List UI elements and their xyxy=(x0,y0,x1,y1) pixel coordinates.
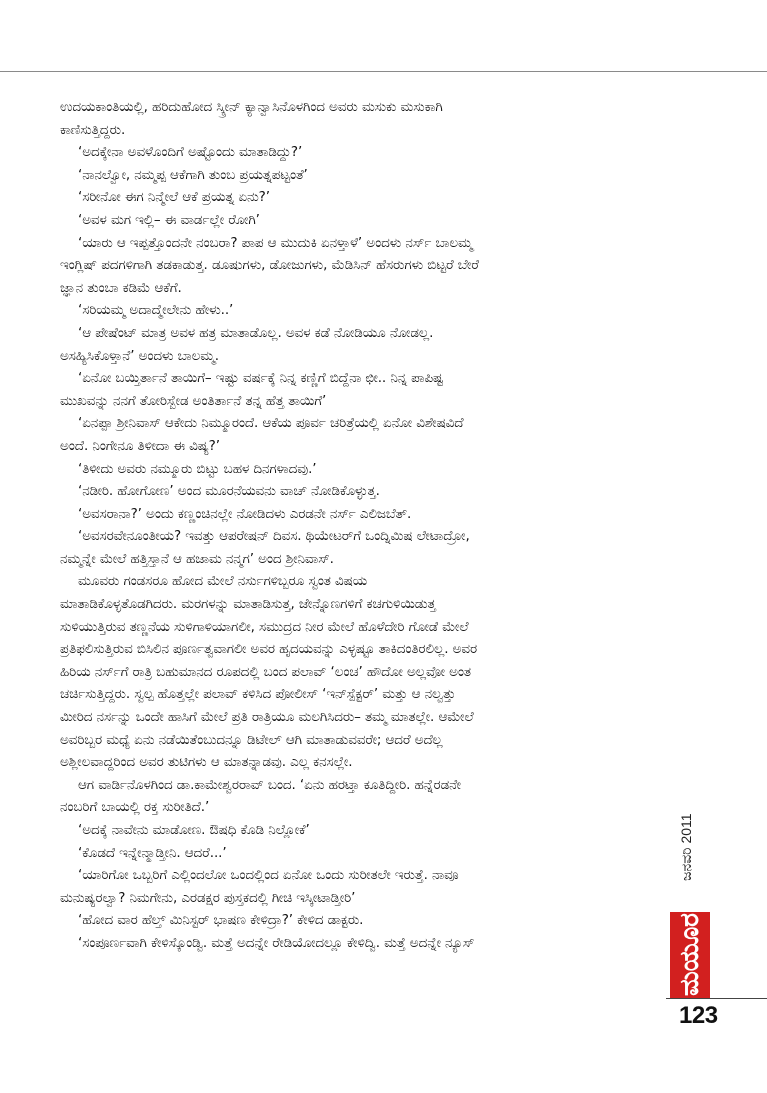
text-line: ‘ಅದಕ್ಕೆ ನಾವೇನು ಮಾಡೋಣ. ಔಷಧಿ ಕೊಡಿ ನಿಲ್ಲೋಕೆ’ xyxy=(78,822,310,838)
text-line: ಆಗ ವಾರ್ಡಿನೊಳಗಿಂದ ಡಾ.ಕಾಮೇಶ್ವರರಾವ್ ಬಂದ. ‘ಏನು ಹರಟ್ತಾ ಕೂತಿದ್ದೀರಿ. ಹನ್ನೆರಡನೇ xyxy=(78,776,461,793)
text-line: ‘ಸರೀನೋ ಈಗ ನಿನ್ಮೇಲೆ ಆಕೆ ಪ್ರಯತ್ನ ಏನು?’ xyxy=(78,189,270,206)
text-line: ಮೀರಿದ ನರ್ಸನ್ನು ಒಂದೇ ಹಾಸಿಗೆ ಮೇಲೆ ಪ್ರತಿ ರಾತ್ರಿಯೂ ಮಲಗಿಸಿದರು– ತಮ್ಮ ಮಾತಲ್ಲೇ. ಆಮೇಲೆ xyxy=(60,709,474,726)
footer-divider xyxy=(666,998,767,999)
text-line: ಅಶ್ಲೀಲವಾದ್ದರಿಂದ ಅವರ ತುಟಿಗಳು ಆ ಮಾತನ್ನಾಡವು. ಎಲ್ಲ ಕನಸಲ್ಲೇ. xyxy=(60,754,353,771)
text-line: ‘ಅವಳ ಮಗ ಇಲ್ಲಿ– ಈ ವಾರ್ಡಲ್ಲೇ ರೋಗಿ’ xyxy=(78,211,260,228)
text-line: ಮಾತಾಡಿಕೊಳ್ಳತೊಡಗಿದರು. ಮರಗಳನ್ನು ಮಾತಾಡಿಸುತ್ತ, ಜೇನ್ನೊಣಗಳಿಗೆ ಕಚಗುಳಿಯಿಡುತ್ತ xyxy=(60,596,436,613)
text-line: ‘ಅವಸರವೇನೂಂತೀಯ? ಇವತ್ತು ಆಪರೇಷನ್ ದಿವಸ. ಥಿಯೇಟರ್‌ಗೆ ಒಂದ್ನಿಮಿಷ ಲೇಟಾದ್ರೋ, xyxy=(78,528,470,545)
magazine-logo: ಮಯೂರ xyxy=(670,912,710,998)
text-line: ‘ಏನೋ ಬಯ್ತಿರ್ತಾನೆ ತಾಯಿಗೆ– ಇಷ್ಟು ವರ್ಷಕ್ಕೆ ನಿನ್ನ ಕಣ್ಣಿಗೆ ಬಿದ್ದೆನಾ ಛೀ.. ನಿನ್ನ ಪಾಪಿಷ್ಟ xyxy=(78,370,444,387)
text-line: ‘ಕೊಡದೆ ಇನ್ನೇನ್ಮಾಡ್ತೀನಿ. ಆದರೆ...’ xyxy=(78,844,227,861)
text-line: ಮೂವರು ಗಂಡಸರೂ ಹೋದ ಮೇಲೆ ನರ್ಸುಗಳಿಬ್ಬರೂ ಸ್ವಂತ ವಿಷಯ xyxy=(78,573,368,590)
text-line: ಕಾಣಿಸುತ್ತಿದ್ದರು. xyxy=(60,121,126,138)
text-line: ‘ಸರಿಯಮ್ಮ ಅದಾದ್ಮೇಲೇನು ಹೇಳು..’ xyxy=(78,302,234,319)
text-line: ಮುಖವನ್ನು ನನಗೆ ತೋರಿಸ್ಬೇಡ ಅಂತಿರ್ತಾನೆ ತನ್ನ ಹೆತ್ತ ತಾಯಿಗೆ’ xyxy=(60,392,327,409)
text-line: ‘ತಿಳೀದು ಅವರು ನಮ್ಮೂರು ಬಿಟ್ಟು ಬಹಳ ದಿನಗಳಾದವು.’ xyxy=(78,460,317,477)
text-line: ಮನುಷ್ಯರಲ್ವಾ? ನಿಮಗೇನು, ಎರಡಕ್ಷರ ಪುಸ್ತಕದಲ್ಲಿ ಗೀಚಿ ಇಸ್ಕೀಟಾಡ್ತೀರಿ’ xyxy=(60,889,356,906)
page-number: 123 xyxy=(679,1002,718,1029)
article-body xyxy=(60,96,665,955)
text-line: ‘ನಡೀರಿ. ಹೋಗೋಣ’ ಅಂದ ಮೂರನೆಯವನು ವಾಚ್ ನೋಡಿಕೊಳ್ಳುತ್ತ. xyxy=(78,483,380,500)
issue-date: ಜನವರಿ 2011 xyxy=(678,813,694,882)
text-line: ‘ಹೋದ ವಾರ ಹೆಲ್ತ್ ಮಿನಿಸ್ಟರ್ ಭಾಷಣ ಕೇಳಿದ್ರಾ?’ ಕೇಳಿದ ಡಾಕ್ಟರು. xyxy=(78,912,364,929)
text-line: ಚರ್ಚಿಸುತ್ತಿದ್ದರು. ಸ್ವಲ್ಪ ಹೊತ್ತಲ್ಲೇ ಪಲಾವ್ ಕಳಿಸಿದ ಪೋಲೀಸ್ ‘ಇನ್‌ಸ್ಪೆಕ್ಟರ್’ ಮತ್ತು ಆ ನಲ್ವತ್ತು xyxy=(60,686,456,703)
text-line: ಅವರಿಬ್ಬರ ಮಧ್ಯೆ ಏನು ನಡೆಯಿತೆಂಬುದನ್ನೂ ಡಿಟೇಲ್ ಆಗಿ ಮಾತಾಡುವವರೇ; ಆದರೆ ಅದೆಲ್ಲ xyxy=(60,731,443,748)
text-line: ‘ಯಾರು ಆ ಇಪ್ಪತ್ತೊಂದನೇ ನಂಬರಾ? ಪಾಪ ಆ ಮುದುಕಿ ಏನಳ್ತಾಳೆ’ ಅಂದಳು ನರ್ಸ್ ಬಾಲಮ್ಮ xyxy=(78,234,473,251)
text-line: ಅಂದೆ. ನಿಂಗೇನೂ ತಿಳೀದಾ ಈ ವಿಷ್ಯ?’ xyxy=(60,437,220,454)
top-divider xyxy=(0,71,767,72)
text-line: ಪ್ರತಿಫಲಿಸುತ್ತಿರುವ ಬಿಸಿಲಿನ ಪೂರ್ಣತ್ವವಾಗಲೀ ಅವರ ಹೃದಯವನ್ನು ಎಳ್ಳಷ್ಟೂ ತಾಕಿದಂತಿರಲಿಲ್ಲ. ಅವರ xyxy=(60,641,478,658)
text-line: ‘ಸಂಪೂರ್ಣವಾಗಿ ಕೇಳಿಸ್ಕೊಂಡ್ವಿ. ಮತ್ತೆ ಅದನ್ನೇ ರೇಡಿಯೋದಲ್ಲೂ ಕೇಳಿದ್ವಿ. ಮತ್ತೆ ಅದನ್ನೇ ನ್ಯೂಸ್ xyxy=(78,934,475,951)
text-line: ‘ಏನಪ್ಪಾ ಶ್ರೀನಿವಾಸ್ ಆಕೇದು ನಿಮ್ಮೂರಂದೆ. ಆಕೆಯ ಪೂರ್ವ ಚರಿತ್ರೆಯಲ್ಲಿ ಏನೋ ವಿಶೇಷವಿದೆ xyxy=(78,415,464,432)
text-line: ಅಸಹ್ಯಿಸಿಕೊಳ್ತಾನೆ’ ಅಂದಳು ಬಾಲಮ್ಮ. xyxy=(60,347,219,364)
text-line: ಉದಯಕಾಂತಿಯಲ್ಲಿ, ಹರಿದುಹೋದ ಸ್ಕ್ರೀನ್ ಕ್ಯಾನ್ವಾಸಿನೊಳಗಿಂದ ಅವರು ಮಸುಕು ಮಸುಕಾಗಿ xyxy=(60,99,443,115)
text-line: ‘ಆ ಪೇಷೆಂಟ್ ಮಾತ್ರ ಅವಳ ಹತ್ರ ಮಾತಾಡೊಲ್ಲ. ಅವಳ ಕಡೆ ನೋಡಿಯೂ ನೋಡಲ್ಲ. xyxy=(78,324,434,341)
text-line: ‘ಯಾರಿಗೋ ಒಬ್ಬರಿಗೆ ಎಲ್ಲಿಂದಲೋ ಒಂದಲ್ಲಿಂದ ಏನೋ ಒಂದು ಸುರೀತಲೇ ಇರುತ್ತೆ. ನಾವೂ xyxy=(78,867,459,884)
text-line: ಜ್ಞಾನ ತುಂಬಾ ಕಡಿಮೆ ಆಕೆಗೆ. xyxy=(60,279,182,296)
text-line: ನಮ್ಮನ್ನೇ ಮೇಲೆ ಹತ್ತಿಸ್ತಾನೆ ಆ ಹಜಾಮ ನನ್ಮಗ’ ಅಂದ ಶ್ರೀನಿವಾಸ್. xyxy=(60,550,334,567)
text-line: ‘ನಾನಲ್ವೋ, ನಮ್ಮಪ್ಪ ಆಕೆಗಾಗಿ ತುಂಬ ಪ್ರಯತ್ನಪಟ್ಟಂತೆ’ xyxy=(78,166,308,183)
text-line: ‘ಅವಸರಾನಾ?’ ಅಂದು ಕಣ್ಣಂಚಿನಲ್ಲೇ ನೋಡಿದಳು ಎರಡನೇ ನರ್ಸ್ ಎಲಿಜಬೆತ್. xyxy=(78,505,412,522)
text-line: ಹಿರಿಯ ನರ್ಸ್‌ಗೆ ರಾತ್ರಿ ಬಹುಮಾನದ ರೂಪದಲ್ಲಿ ಬಂದ ಪಲಾವ್ ‘ಲಂಚ’ ಹೌದೋ ಅಲ್ಲವೋ ಅಂತ xyxy=(60,663,471,680)
text-line: ಇಂಗ್ಲಿಷ್ ಪದಗಳಿಗಾಗಿ ತಡಕಾಡುತ್ತ. ಡೂಷುಗಳು, ಡೋಜುಗಳು, ಮೆಡಿಸಿನ್ ಹೆಸರುಗಳು ಬಿಟ್ಟರೆ ಬೇರೆ xyxy=(60,257,479,274)
text-line: ಸುಳಿಯುತ್ತಿರುವ ತಣ್ಣನೆಯ ಸುಳಿಗಾಳಿಯಾಗಲೀ, ಸಮುದ್ರದ ನೀರ ಮೇಲೆ ಹೊಳೆದೇರಿ ಗೋಡೆ ಮೇಲೆ xyxy=(60,618,469,635)
text-line: ನಂಬರಿಗೆ ಬಾಯಲ್ಲಿ ರಕ್ತ ಸುರೀತಿದೆ.’ xyxy=(60,799,210,816)
text-line: ‘ಅದಕ್ಕೇನಾ ಅವಳೊಂದಿಗೆ ಅಷ್ಟೊಂದು ಮಾತಾಡಿದ್ದು?’ xyxy=(78,144,303,161)
